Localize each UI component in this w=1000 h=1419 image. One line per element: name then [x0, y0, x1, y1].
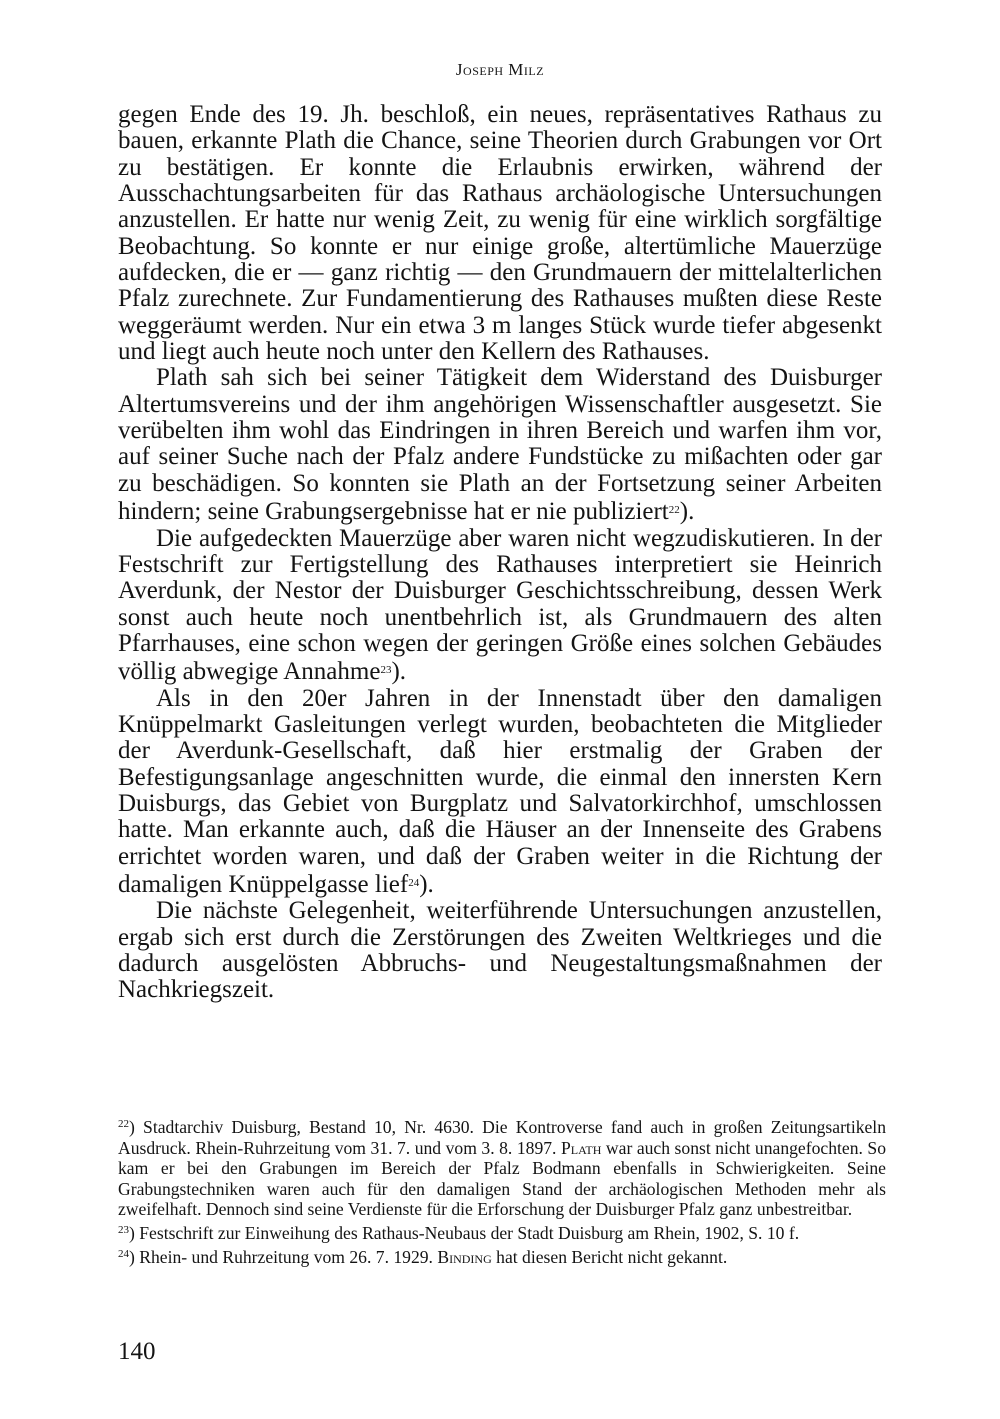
footnote: $^{23}$) Festschrift zur Einweihung des Rathaus-Neubaus der Stadt Duisburg am Rhein, 1902, S. 10 f.	[118, 1222, 800, 1243]
footnote-mark: 22	[118, 1118, 129, 1130]
footnote-mark: 23	[118, 1223, 129, 1236]
footnote-mark: 24	[118, 1247, 129, 1260]
footnote: $^{24}$) Rhein- und Ruhrzeitung vom 26. 7. 1929. Binding hat diesen Bericht nicht gekannt.	[118, 1246, 728, 1267]
paragraph: gegen Ende des 19. Jh. beschloß, ein neues, repräsentatives Rathaus zu bauen, erkannte Plath die Chance, seine Theorien durch Grabungen vor Ort zu bestätigen. Er konnte die Erlaubnis erwirken, während der Ausschachtungsarbeiten für das Rathaus archäologische Untersuchungen anzustellen. Er hatte nur wenig Zeit, zu wenig für eine wirklich sorgfältige Beobachtung. So konnte er nur einige große, altertümliche Mauerzüge aufdecken, die er — ganz richtig — den Grundmauern der mittelalterlichen Pfalz zurechnete. Zur Fundamentierung des Rathauses mußten diese Reste weggeräumt werden. Nur ein etwa 3 m langes Stück wurde tiefer abgesenkt und liegt auch heute noch unter den Kellern des Rathauses.	[118, 101, 882, 366]
author-name: Plath	[560, 1137, 602, 1158]
footnote: $^{22}$) Stadtarchiv Duisburg, Bestand 10, Nr. 4630. Die Kontroverse fand auch in großen Zeitungsartikeln Ausdruck. Rhein-Ruhrzeitung vom 31. 7. und vom 3. 8. 1897. Plath war auch sonst nicht unangefochten. So kam er bei den Grabungen im Bereich der Pfalz Bodmann ebenfalls in Schwierigkeiten. Seine Grabungstechniken waren auch für den damaligen Stand der archäologischen Methoden mehr als zweifelhaft. Dennoch sind seine Verdienste für die Erforschung der Duisburger Pfalz ganz unbestreitbar.	[118, 1117, 886, 1220]
footnote-reference[interactable]: 23	[380, 664, 392, 677]
paragraph: Als in den 20er Jahren in der Innenstadt über den damaligen Knüppelmarkt Gasleitungen verlegt wurden, beobachteten die Mitglieder der Averdunk-Gesellschaft, daß hier erstmalig der Graben der Befestigungsanlage angeschnitten wurde, die einmal den innersten Kern Duisburgs, das Gebiet von Burgplatz und Salvatorkirchhof, umschlossen hatte. Man erkannte auch, daß die Häuser an der Innenseite des Grabens errichtet worden waren, und daß der Graben weiter in die Richtung der damaligen Knüppelgasse lief$^{24}$).	[118, 684, 882, 898]
footnote-reference[interactable]: 24	[408, 876, 420, 889]
body-text	[118, 102, 882, 1004]
footnote-reference[interactable]: 22	[668, 504, 680, 517]
author-name: Binding	[437, 1246, 492, 1267]
footnotes	[118, 1114, 886, 1267]
page-number: 140	[118, 1338, 156, 1365]
paragraph: Plath sah sich bei seiner Tätigkeit dem Widerstand des Duisburger Altertumsvereins und der ihm angehörigen Wissenschaftler ausgesetzt. Sie verübelten ihm wohl das Eindringen in ihren Bereich und warfen ihm vor, auf seiner Suche nach der Pfalz andere Fundstücke zu mißachten oder gar zu beschädigen. So konnten sie Plath an der Fortsetzung seiner Arbeiten hindern; seine Grabungsergebnisse hat er nie publiziert$^{22}$).	[118, 364, 882, 526]
running-head: Joseph Milz	[455, 60, 545, 79]
paragraph: Die aufgedeckten Mauerzüge aber waren nicht wegzudiskutieren. In der Festschrift zur Fertigstellung des Rathauses interpretiert sie Heinrich Averdunk, der Nestor der Duisburger Geschichtsschreibung, dessen Werk sonst auch heute noch unentbehrlich ist, als Grundmauern des alten Pfarrhauses, eine schon wegen der geringen Größe eines solchen Gebäudes völlig abwegige Annahme$^{23}$).	[118, 524, 882, 686]
paragraph: Die nächste Gelegenheit, weiterführende Untersuchungen anzustellen, ergab sich erst durch die Zerstörungen des Zweiten Weltkrieges und die dadurch ausgelösten Abbruchs- und Neugestaltungsmaßnahmen der Nachkriegszeit.	[118, 897, 882, 1004]
